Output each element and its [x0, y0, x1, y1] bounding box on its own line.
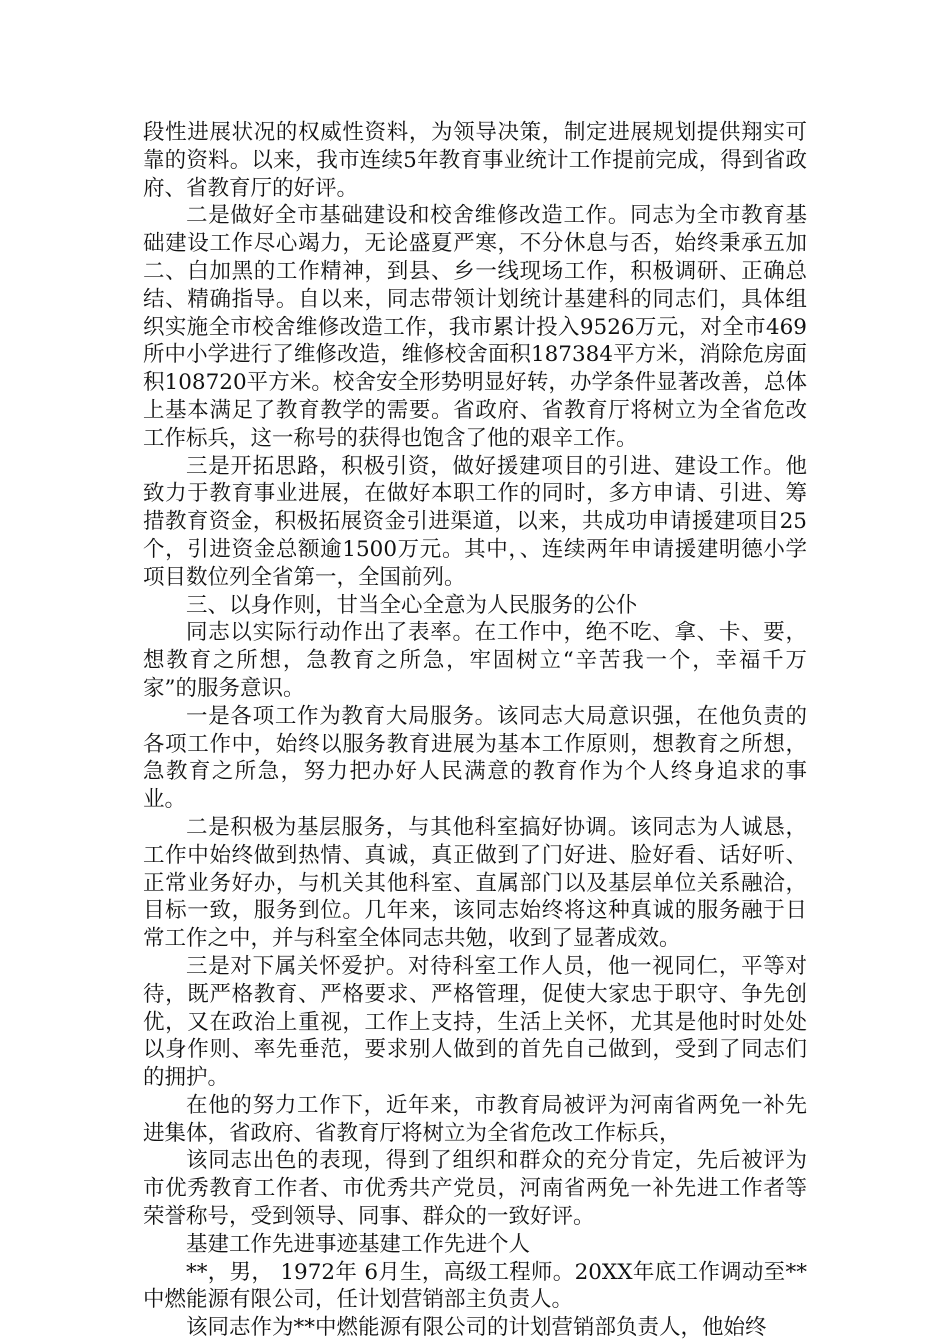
- paragraph-2: 二是做好全市基础建设和校舍维修改造工作。同志为全市教育基础建设工作尽心竭力，无论盛夏严寒，不分休息与否，始终秉承五加二、白加黑的工作精神，到县、乡一线现场工作，积极调研、正确总结、精确指导。自以来，同志带领计划统计基建科的同志们，具体组织实施全市校舍维修改造工作，我市累计投入9526万元，对全市469所中小学进行了维修改造，维修校舍面积187384平方米，消除危房面积108720平方米。校舍安全形势明显好转，办学条件显著改善，总体上基本满足了教育教学的需要。省政府、省教育厅将树立为全省危改工作标兵，这一称号的获得也饱含了他的艰辛工作。: [143, 203, 807, 451]
- paragraph-8: 三是对下属关怀爱护。对待科室工作人员，他一视同仁，平等对待，既严格教育、严格要求、严格管理，促使大家忠于职守、争先创优，又在政治上重视，工作上支持，生活上关怀，尤其是他时时处处以身作则、率先垂范，要求别人做到的首先自己做到，受到了同志们的拥护。: [143, 953, 807, 1091]
- paragraph-3: 三是开拓思路，积极引资，做好援建项目的引进、建设工作。他致力于教育事业进展，在做好本职工作的同时，多方申请、引进、筹措教育资金，积极拓展资金引进渠道，以来，共成功申请援建项目25个，引进资金总额逾1500万元。其中，、连续两年申请援建明德小学项目数位列全省第一，全国前列。: [143, 453, 807, 590]
- paragraph-5: 同志以实际行动作出了表率。在工作中，绝不吃、拿、卡、要，想教育之所想，急教育之所急，牢固树立“辛苦我一个，幸福千万家”的服务意识。: [143, 620, 807, 701]
- paragraph-13: 该同志作为**中燃能源有限公司的计划营销部负责人，他始终: [186, 1315, 767, 1341]
- document-body: [143, 119, 807, 1342]
- section-heading: 三、以身作则，甘当全心全意为人民服务的公仆: [186, 592, 638, 618]
- paragraph-10: 该同志出色的表现，得到了组织和群众的充分肯定，先后被评为市优秀教育工作者、市优秀共产党员，河南省两免一补先进工作者等荣誉称号，受到领导、同事、群众的一致好评。: [143, 1148, 807, 1230]
- paragraph-1: 段性进展状况的权威性资料，为领导决策，制定进展规划提供翔实可靠的资料。以来，我市连续5年教育事业统计工作提前完成，得到省政府、省教育厅的好评。: [143, 120, 807, 201]
- article-title: 基建工作先进事迹基建工作先进个人: [186, 1231, 531, 1257]
- paragraph-12: **，男， 1972年 6月生，高级工程师。20XX年底工作调动至**中燃能源有限公司，任计划营销部主负责人。: [143, 1259, 807, 1313]
- paragraph-7: 二是积极为基层服务，与其他科室搞好协调。该同志为人诚恳，工作中始终做到热情、真诚，真正做到了门好进、脸好看、话好听、正常业务好办，与机关其他科室、直属部门以及基层单位关系融洽，目标一致，服务到位。几年来，该同志始终将这种真诚的服务融于日常工作之中，并与科室全体同志共勉，收到了显著成效。: [143, 814, 807, 952]
- paragraph-9: 在他的努力工作下，近年来，市教育局被评为河南省两免一补先进集体，省政府、省教育厅将树立为全省危改工作标兵，: [143, 1092, 807, 1146]
- paragraph-6: 一是各项工作为教育大局服务。该同志大局意识强，在他负责的各项工作中，始终以服务教育进展为基本工作原则，想教育之所想，急教育之所急，努力把办好人民满意的教育作为个人终身追求的事业。: [143, 703, 807, 813]
